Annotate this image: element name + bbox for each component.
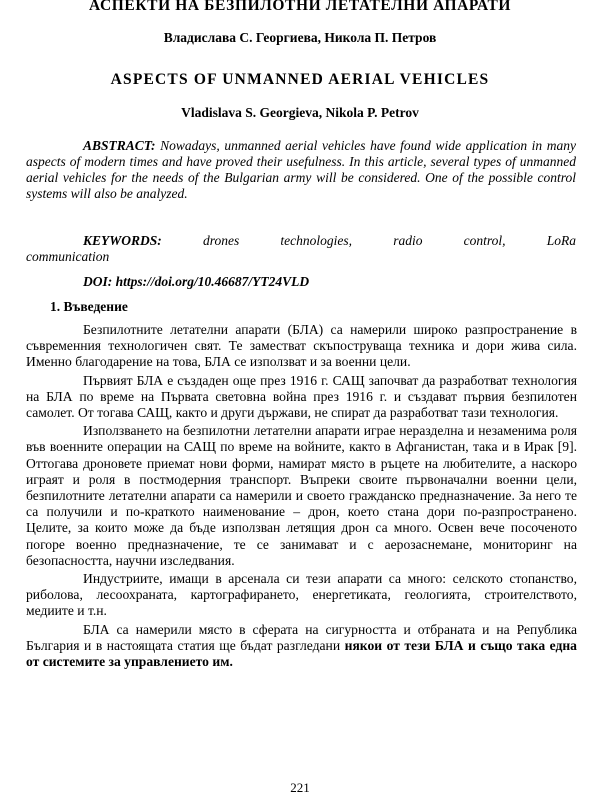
keyword-item: radio [393,233,423,248]
body-paragraph: Безпилотните летателни апарати (БЛА) са намерили широко разпространение в съвременния технологичен свят. Те заместват скъпоструваща техника и дори жива сила. Именно благодарение на това, БЛА се използват и за военни цели. [26,322,577,370]
keyword-item: technologies, [280,233,352,248]
keyword-item: control, [463,233,506,248]
section-heading: 1. Въведение [50,299,128,314]
keyword-item: drones [202,233,240,248]
abstract-label: ABSTRACT: [83,138,156,153]
body-paragraph: Първият БЛА е създаден още през 1916 г. САЩ започват да разработват технология на БЛА по време на Първата световна война през 1916 г. и създават първия безпилотен самолет. От тогава САЩ, както и други държави, не спират да разработват тази технология. [26,372,577,421]
body-paragraph: Използването на безпилотни летателни апарати играе неразделна и незаменима роля във военните операции на САЩ по време на войните, както в Афганистан, така и в Ирак [9]. Оттогава дроновете приемат нови форми, намират място в ръцете на любителите, а наскоро играят и роля в постмодерния транспорт. Въпреки своите първоначални военни цели, безпилотните летателни апарати са намерили и своето гражданско предназначение. За него те са получили и по-краткото наименование – дрон, което стана дори по-разпространено. Целите, за които може да бъде използван летящия дрон са много. Освен вече посоченото погоре военно предназначение, те се занимават и с аерозаснемане, мониторинг на безопасността, научни изследвания. [26,423,577,568]
english-title: ASPECTS OF UNMANNED AERIAL VEHICLES [110,71,490,88]
last-paragraph-bold: някои от тези БЛА и също така една от системите за управлението им. [26,637,577,670]
keywords-continuation: communication [26,249,110,264]
page-number: 221 [290,780,310,795]
keywords-label: KEYWORDS: [83,233,162,248]
body-paragraph: Индустриите, имащи в арсенала си тези апарати са много: селското стопанство, риболова, лесоохраната, картографирането, енергетиката, геологията, строителството, медиите и т.н. [26,571,577,619]
bulgarian-authors: Владислава С. Георгиева, Никола П. Петров [163,30,437,45]
abstract [26,138,576,202]
abstract-text: Nowadays, unmanned aerial vehicles have found wide application in many aspects of modern times and have proved their usefulness. In this article, several types of unmanned aerial vehicles for the needs of the Bulgarian army will be considered. One of the possible control systems will also be analyzed. [26,138,576,201]
doi-line: DOI: https://doi.org/10.46687/YT24VLD [83,274,310,289]
body-text [26,322,577,672]
body-paragraph-last [26,622,577,671]
english-authors: Vladislava S. Georgieva, Nikola P. Petrov [181,105,419,120]
keyword-item: LoRa [546,233,576,248]
keywords [26,233,576,265]
keywords-line [26,233,576,249]
bulgarian-title: АСПЕКТИ НА БЕЗПИЛОТНИ ЛЕТАТЕЛНИ АПАРАТИ [88,0,512,14]
last-paragraph-text: БЛА са намерили място в сферата на сигурността и отбраната и на Република България и в настоящата статия ще бъдат разгледани [26,621,577,653]
